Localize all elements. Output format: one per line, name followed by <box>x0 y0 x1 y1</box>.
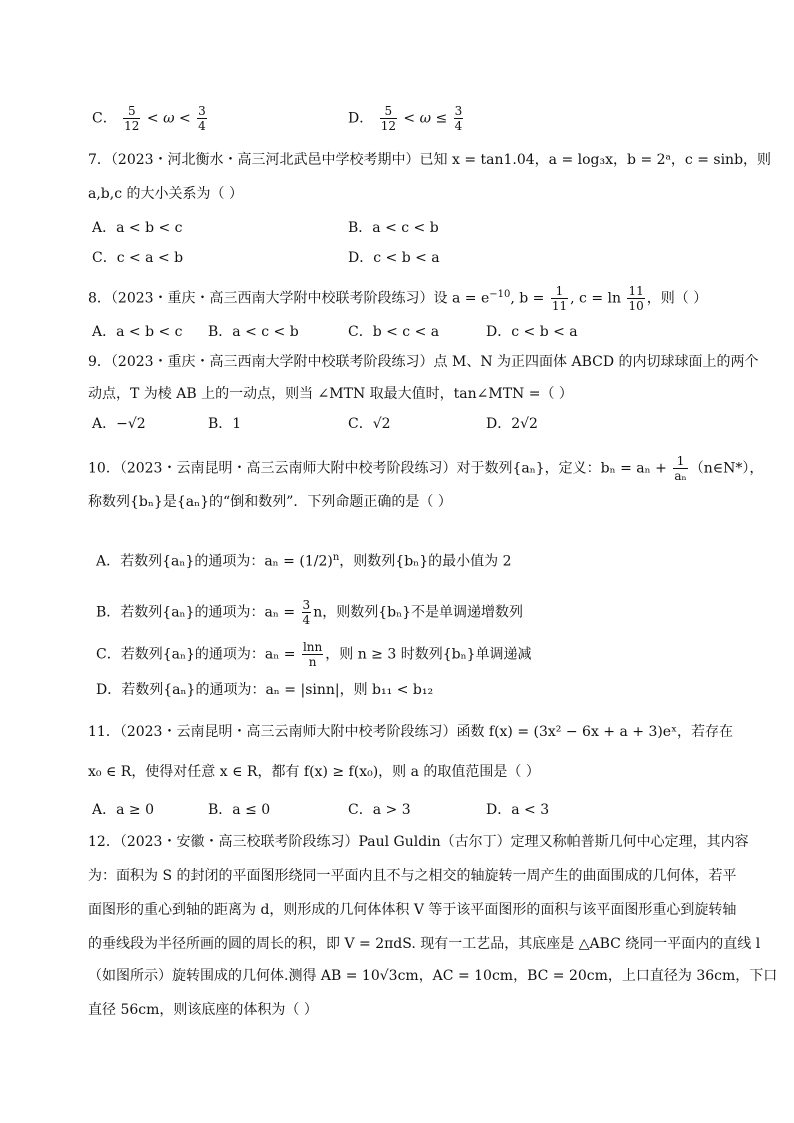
q12-line5: （如图所示）旋转围成的几何体.测得 AB = 10√3cm，AC = 10cm，BC = 20cm，上口直径为 36cm，下口 <box>88 968 778 984</box>
q10-line1: 10．（2023・云南昆明・高三云南师大附中校考阶段练习）对于数列{aₙ}，定义：bₙ = aₙ + $\frac{1}{\text{aₙ}}$ （n∈N*）， <box>88 454 764 483</box>
q12-line2: 为：面积为 S 的封闭的平面图形绕同一平面内且不与之相交的轴旋转一周产生的曲面围成的几何体，若平 <box>88 868 737 884</box>
q9-option-d: D．2√2 <box>486 416 538 432</box>
q7-option-a: A．a < b < c <box>92 220 183 236</box>
q12-line3: 面图形的重心到轴的距离为 d，则形成的几何体体积 V 等于该平面图形的面积与该平面图形重心到旋转轴 <box>88 902 737 918</box>
q7-option-d: D．c < b < a <box>348 250 440 266</box>
q12-line1: 12．（2023・安徽・高三校联考阶段练习）Paul Guldin（古尔丁）定理又称帕普斯几何中心定理，其内容 <box>88 834 749 850</box>
q11-option-c: C．a > 3 <box>348 802 411 818</box>
fraction: $\frac{\ln n}{n}$ <box>302 640 323 669</box>
q11-line2: x₀ ∈ R，使得对任意 x ∈ R，都有 f(x) ≥ f(x₀)，则 a 的取值范围是（ ） <box>88 764 540 780</box>
q8-option-b: B．a < c < b <box>208 324 299 340</box>
q10-option-b: B．若数列{aₙ}的通项为：aₙ = $\frac{3}{4}$ n，则数列{bₙ}不是单调递增数列 <box>96 598 524 627</box>
q11-option-b: B．a ≤ 0 <box>208 802 271 818</box>
q8-option-a: A．a < b < c <box>92 324 183 340</box>
q10-option-d: D．若数列{aₙ}的通项为：aₙ = |sinn|，则 b₁₁ < b₁₂ <box>96 682 434 698</box>
fraction: $\frac{3}{4}$ <box>198 104 206 133</box>
q9-option-b: B．1 <box>208 416 242 432</box>
fraction: $\frac{3}{4}$ <box>454 104 463 133</box>
q10-option-a: A．若数列{aₙ}的通项为：$a_n = (1/2)^n$，则数列{bₙ}的最小值为 2 <box>96 552 512 570</box>
q10-option-c: C．若数列{aₙ}的通项为：aₙ = $\frac{\ln n}{n}$ ，则 n ≥ 3 时数列{bₙ}单调递减 <box>96 640 532 669</box>
fraction: $\frac{5}{12}$ <box>124 104 140 133</box>
q11-option-a: A．a ≥ 0 <box>92 802 154 818</box>
q7-line2: a,b,c 的大小关系为（ ） <box>88 186 243 202</box>
q6-option-d: D． $\frac{5}{12}$ < ω ≤ $\frac{3}{4}$ <box>348 104 463 133</box>
q9-option-c: C．√2 <box>348 416 391 432</box>
fraction: $\frac{1}{\text{aₙ}}$ <box>674 454 687 483</box>
fraction: $\frac{1}{11}$ <box>551 284 568 313</box>
q9-option-a: A．−√2 <box>92 416 146 432</box>
q12-line6: 直径 56cm，则该底座的体积为（ ） <box>88 1002 318 1018</box>
q8-option-c: C．b < c < a <box>348 324 440 340</box>
q11-option-d: D．a < 3 <box>486 802 550 818</box>
q7-line1: 7．（2023・河北衡水・高三河北武邑中学校考期中）已知 x = tan1.04，a = log₃x，b = 2ᵃ，c = sinb，则 <box>88 152 772 168</box>
fraction: $\frac{11}{10}$ <box>628 284 644 313</box>
q8-stem: 8．（2023・重庆・高三西南大学附中校联考阶段练习）设 $a = e^{-10}$, b = $\frac{1}{11}$ , c = ln $\frac{11}{10}$ ，则（ ） <box>88 284 708 313</box>
q8-option-d: D．c < b < a <box>486 324 578 340</box>
fraction: $\frac{5}{12}$ <box>380 104 396 133</box>
q9-line1: 9．（2023・重庆・高三西南大学附中校联考阶段练习）点 M、N 为正四面体 ABCD 的内切球球面上的两个 <box>88 354 759 370</box>
q7-option-b: B．a < c < b <box>348 220 439 236</box>
q12-line4: 的垂线段为半径所画的圆的周长的积，即 V = 2πdS. 现有一工艺品，其底座是 △ABC 绕同一平面内的直线 l <box>88 936 761 952</box>
q6-option-c: C． $\frac{5}{12}$ < ω < $\frac{3}{4}$ <box>92 104 206 133</box>
q10-line2: 称数列{bₙ}是{aₙ}的“倒和数列”．下列命题正确的是（ ） <box>88 494 452 510</box>
q11-line1: 11．（2023・云南昆明・高三云南师大附中校考阶段练习）函数 f(x) = (3x² − 6x + a + 3)eˣ，若存在 <box>88 724 734 740</box>
q7-option-c: C．c < a < b <box>92 250 184 266</box>
fraction: $\frac{3}{4}$ <box>302 598 311 627</box>
q9-line2: 动点，T 为棱 AB 上的一动点，则当 ∠MTN 取最大值时，tan∠MTN =（ ） <box>88 386 573 402</box>
